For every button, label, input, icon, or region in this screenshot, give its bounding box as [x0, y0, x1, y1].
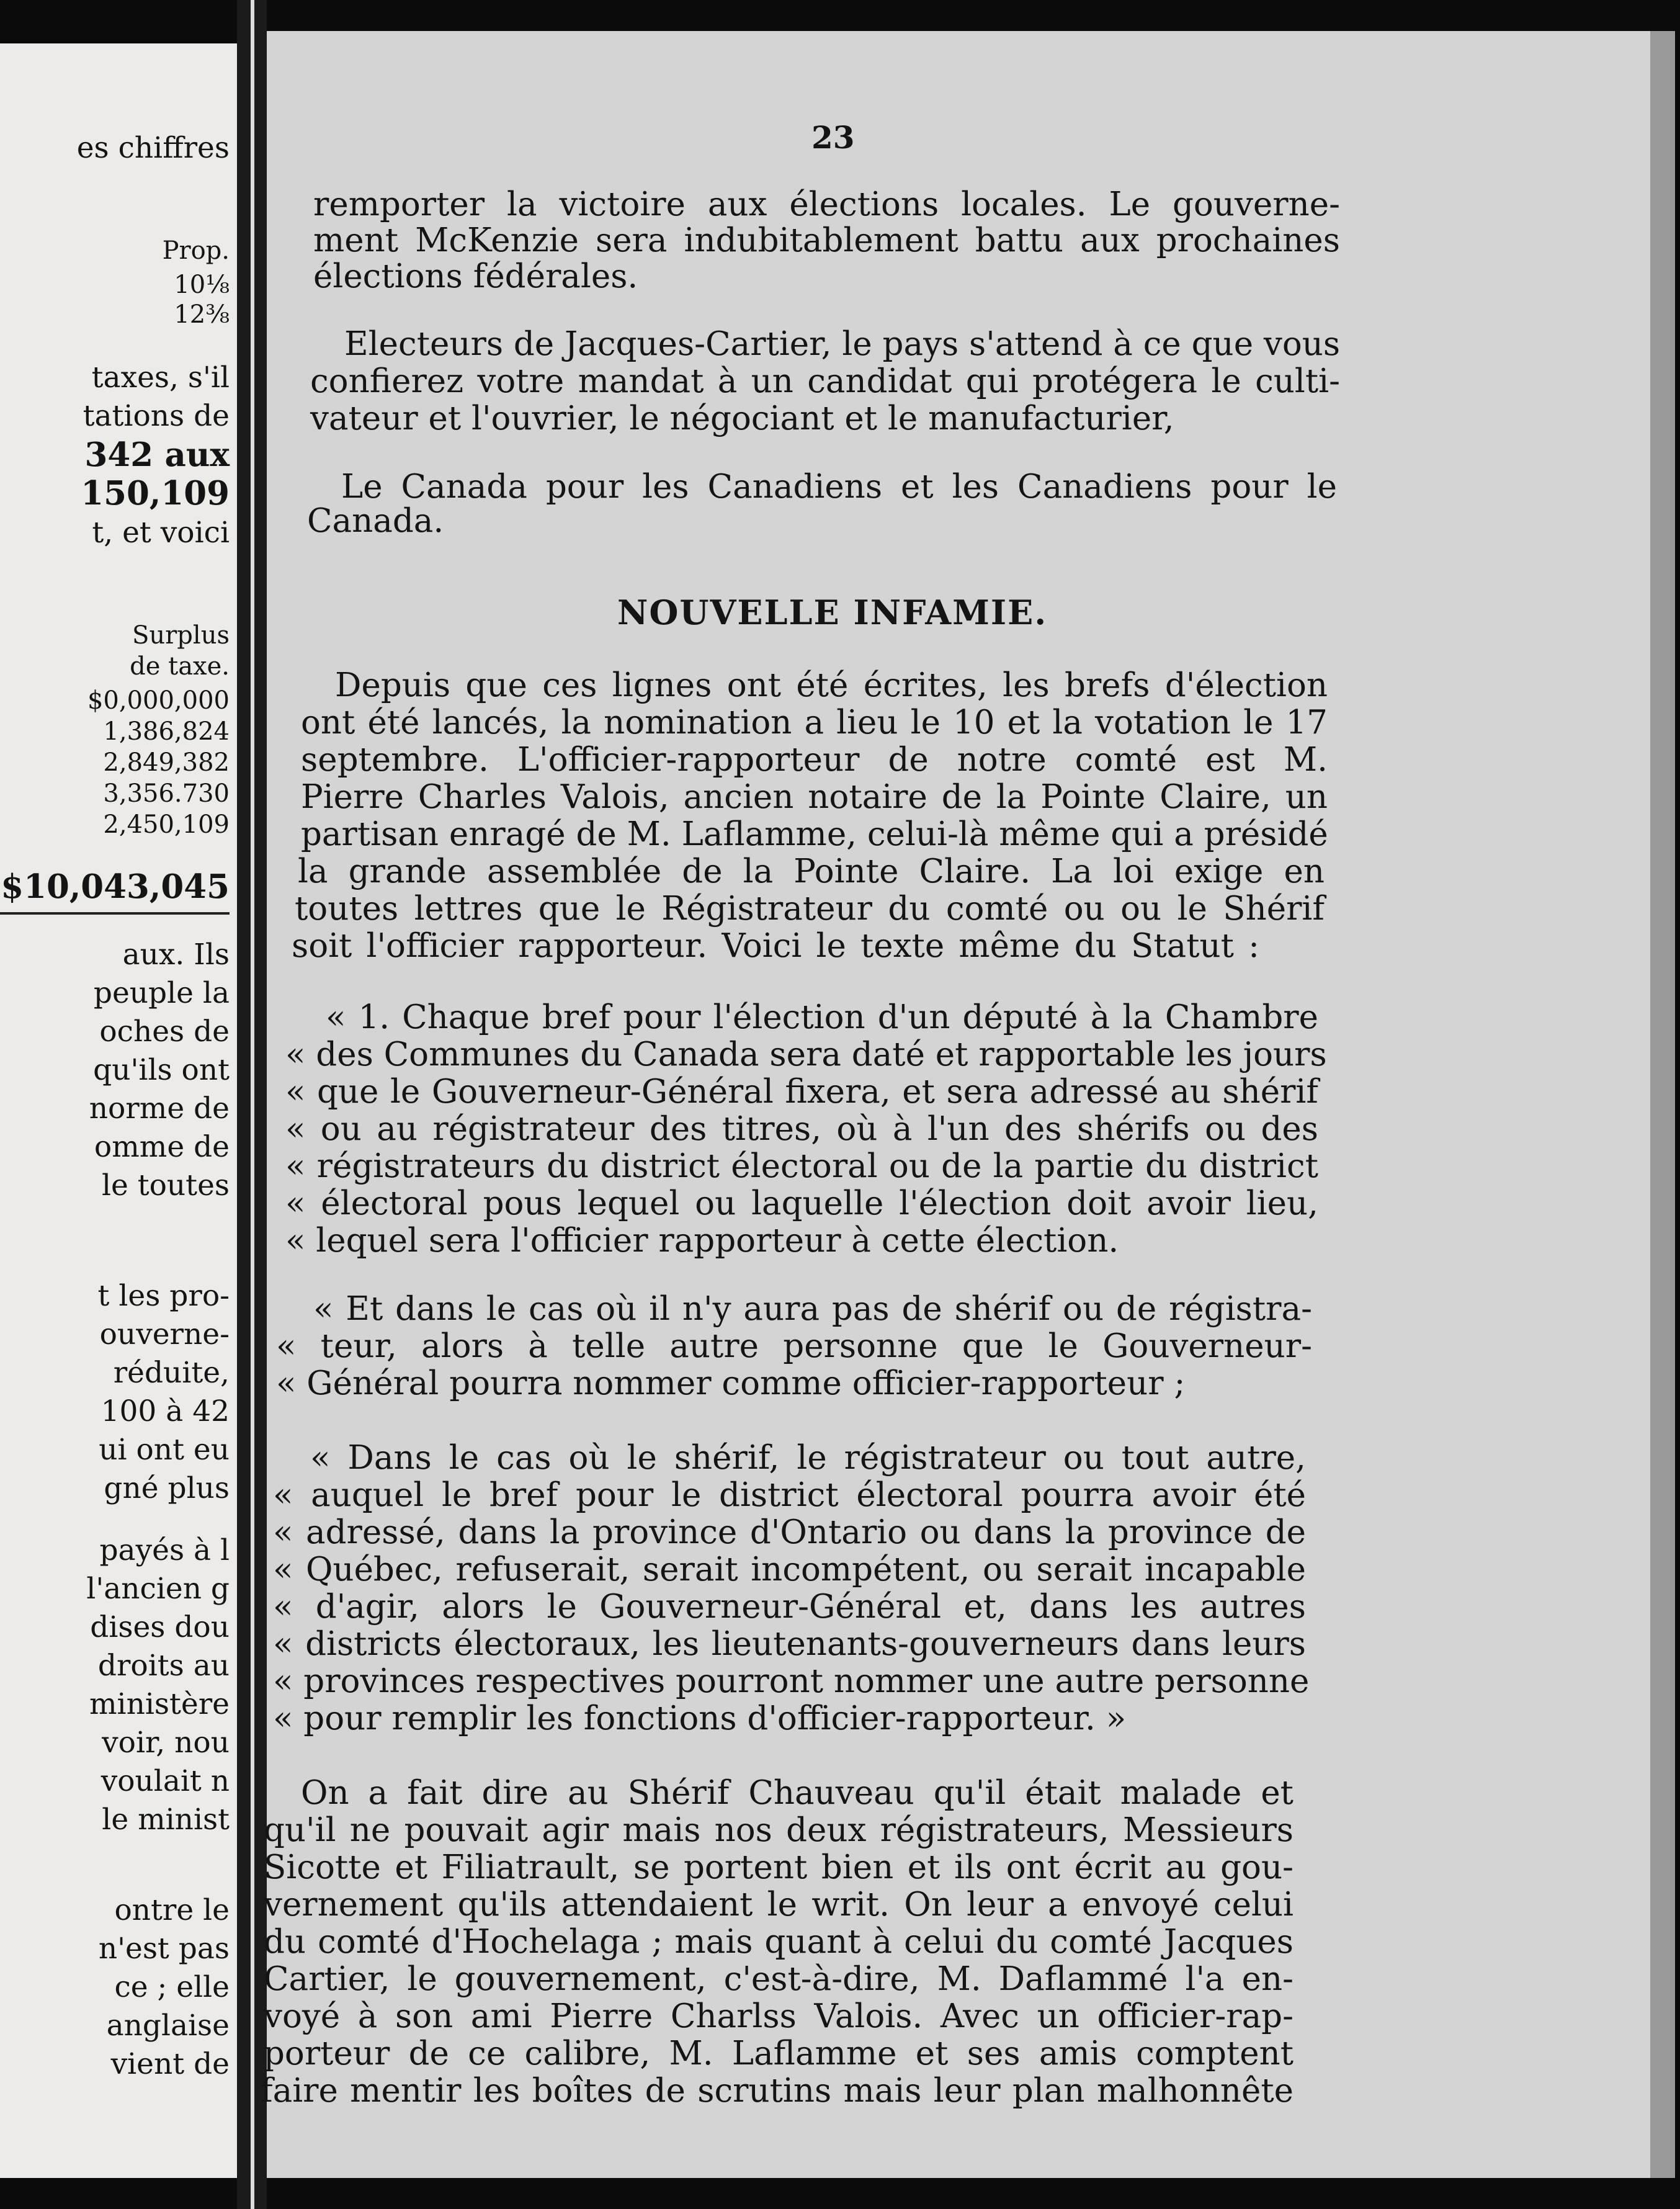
body-text-line: « régistrateurs du district électoral ou de la partie du district — [285, 1147, 1318, 1185]
body-text-line: « provinces respectives pourront nommer une autre personne — [273, 1662, 1310, 1700]
body-text-line: ont été lancés, la nomination a lieu le 10 et la votation le 17 — [301, 704, 1328, 742]
left-column-line: oches de — [99, 1015, 230, 1049]
left-column-line: gné plus — [104, 1471, 230, 1505]
left-column-line: $0,000,000 — [87, 686, 230, 715]
body-text-line: du comté d'Hochelaga ; mais quant à celui du comté Jacques — [264, 1923, 1294, 1961]
body-text-line: remporter la victoire aux élections locales. Le gouverne- — [313, 186, 1340, 223]
body-text-line: « teur, alors à telle autre personne que le Gouverneur- — [276, 1327, 1312, 1365]
left-column-line: es chiffres — [76, 131, 230, 165]
left-column-line: voulait n — [101, 1764, 230, 1798]
left-column-line: ce ; elle — [114, 1970, 230, 2004]
scanned-page — [261, 31, 1675, 2178]
body-text-line: soit l'officier rapporteur. Voici le texte même du Statut : — [292, 927, 1259, 965]
left-column-line: droits au — [97, 1649, 230, 1683]
body-text-line: « auquel le bref pour le district électoral pourra avoir été — [273, 1476, 1306, 1514]
left-column-line: t les pro- — [97, 1279, 230, 1313]
left-column-line: 100 à 42 — [101, 1394, 230, 1428]
left-column-line: 342 aux — [84, 436, 230, 474]
body-text-line: élections fédérales. — [313, 258, 638, 295]
page-shadow — [1650, 31, 1675, 2178]
left-column-line: de taxe. — [130, 652, 230, 681]
body-text-line: vateur et l'ouvrier, le négociant et le manufacturier, — [310, 400, 1174, 437]
left-column-line: taxes, s'il — [91, 361, 230, 395]
section-heading: NOUVELLE INFAMIE. — [617, 593, 1048, 632]
body-text-line: « adressé, dans la province d'Ontario ou dans la province de — [273, 1513, 1306, 1551]
left-column-line: 3,356.730 — [103, 779, 230, 808]
left-column-line: voir, nou — [102, 1726, 230, 1760]
book-gutter — [237, 0, 267, 2209]
body-text-line: « d'agir, alors le Gouverneur-Général et, dans les autres — [273, 1588, 1306, 1626]
left-column-line: ministère — [89, 1687, 230, 1721]
left-column-line: anglaise — [106, 2009, 230, 2043]
left-column-line: vient de — [110, 2047, 230, 2081]
body-text-line: Sicotte et Filiatrault, se portent bien et ils ont écrit au gou- — [264, 1848, 1294, 1886]
body-text-line: « électoral pous lequel ou laquelle l'élection doit avoir lieu, — [285, 1185, 1318, 1222]
left-column-line: n'est pas — [98, 1932, 230, 1966]
table-rule — [0, 912, 230, 915]
left-column-line: qu'ils ont — [93, 1053, 230, 1087]
body-text-line: qu'il ne pouvait agir mais nos deux régistrateurs, Messieurs — [264, 1811, 1294, 1849]
left-column-line: 2,849,382 — [103, 748, 230, 777]
body-text-line: « Québec, refuserait, serait incompétent, ou serait incapable — [273, 1551, 1306, 1588]
body-text-line: porteur de ce calibre, M. Laflamme et ses amis comptent — [264, 2035, 1294, 2072]
body-text-line: la grande assemblée de la Pointe Claire. La loi exige en — [298, 853, 1325, 890]
body-text-line: « Et dans le cas où il n'y aura pas de shérif ou de régistra- — [313, 1290, 1312, 1328]
page-number: 23 — [811, 119, 855, 156]
left-column-line: 1,386,824 — [103, 717, 230, 746]
left-column-line: Prop. — [162, 236, 230, 265]
body-text-line: toutes lettres que le Régistrateur du comté ou ou le Shérif — [295, 890, 1325, 928]
left-column-line: 10⅛ — [174, 271, 230, 299]
left-column-line: ui ont eu — [99, 1433, 230, 1467]
body-text-line: « 1. Chaque bref pour l'élection d'un député à la Chambre — [326, 998, 1318, 1036]
left-column-line: payés à l — [99, 1533, 230, 1567]
left-column-line: l'ancien g — [86, 1572, 230, 1606]
left-column-line: t, et voici — [92, 516, 230, 550]
body-text-line: « districts électoraux, les lieutenants-gouverneurs dans leurs — [273, 1625, 1306, 1663]
body-text-line: « que le Gouverneur-Général fixera, et sera adressé au shérif — [285, 1073, 1318, 1111]
left-column-line: ouverne- — [99, 1317, 230, 1351]
body-text-line: confierez votre mandat à un candidat qui protégera le culti- — [310, 362, 1340, 400]
body-text-line: « des Communes du Canada sera daté et rapportable les jours — [285, 1036, 1327, 1073]
body-text-line: Canada. — [307, 502, 444, 540]
left-column-line: 12⅜ — [174, 300, 230, 329]
body-text-line: Electeurs de Jacques-Cartier, le pays s'attend à ce que vous — [344, 325, 1341, 363]
left-column-line: Surplus — [132, 621, 230, 650]
left-column-line: réduite, — [113, 1356, 230, 1390]
body-text-line: Le Canada pour les Canadiens et les Canadiens pour le — [341, 468, 1337, 506]
left-column-line: omme de — [94, 1130, 230, 1164]
left-column-line: 150,109 — [81, 474, 230, 513]
left-column-line: le minist — [102, 1803, 230, 1837]
left-column-line: norme de — [89, 1091, 230, 1126]
body-text-line: « Général pourra nommer comme officier-rapporteur ; — [276, 1364, 1186, 1402]
body-text-line: partisan enragé de M. Laflamme, celui-là même qui a présidé — [301, 815, 1328, 853]
body-text-line: voyé à son ami Pierre Charlss Valois. Avec un officier-rap- — [264, 1997, 1294, 2035]
left-column-line: tations de — [83, 399, 230, 433]
left-column-line: le toutes — [101, 1168, 230, 1203]
body-text-line: faire mentir les boîtes de scrutins mais leur plan malhonnête — [261, 2072, 1294, 2110]
body-text-line: Pierre Charles Valois, ancien notaire de la Pointe Claire, un — [301, 778, 1328, 816]
body-text-line: ment McKenzie sera indubitablement battu aux prochaines — [313, 222, 1340, 259]
left-column-line: $10,043,045 — [1, 867, 230, 906]
body-text-line: « Dans le cas où le shérif, le régistrateur ou tout autre, — [310, 1439, 1306, 1477]
body-text-line: On a fait dire au Shérif Chauveau qu'il était malade et — [301, 1774, 1294, 1812]
body-text-line: « lequel sera l'officier rapporteur à cette élection. — [285, 1222, 1119, 1260]
body-text-line: Cartier, le gouvernement, c'est-à-dire, M. Daflammé l'a en- — [264, 1960, 1294, 1998]
left-column-line: dises dou — [90, 1610, 230, 1644]
body-text-line: « pour remplir les fonctions d'officier-rapporteur. » — [273, 1700, 1127, 1737]
facing-page-fragment — [0, 43, 237, 2178]
body-text-line: Depuis que ces lignes ont été écrites, les brefs d'élection — [335, 666, 1328, 704]
left-column-line: peuple la — [93, 976, 230, 1010]
body-text-line: septembre. L'officier-rapporteur de notre comté est M. — [301, 741, 1328, 779]
page-edge — [251, 0, 254, 2209]
left-column-line: ontre le — [114, 1893, 230, 1927]
left-column-line: aux. Ils — [122, 938, 230, 972]
body-text-line: « ou au régistrateur des titres, où à l'un des shérifs ou des — [285, 1110, 1318, 1148]
body-text-line: vernement qu'ils attendaient le writ. On leur a envoyé celui — [264, 1886, 1294, 1924]
left-column-line: 2,450,109 — [103, 810, 230, 839]
